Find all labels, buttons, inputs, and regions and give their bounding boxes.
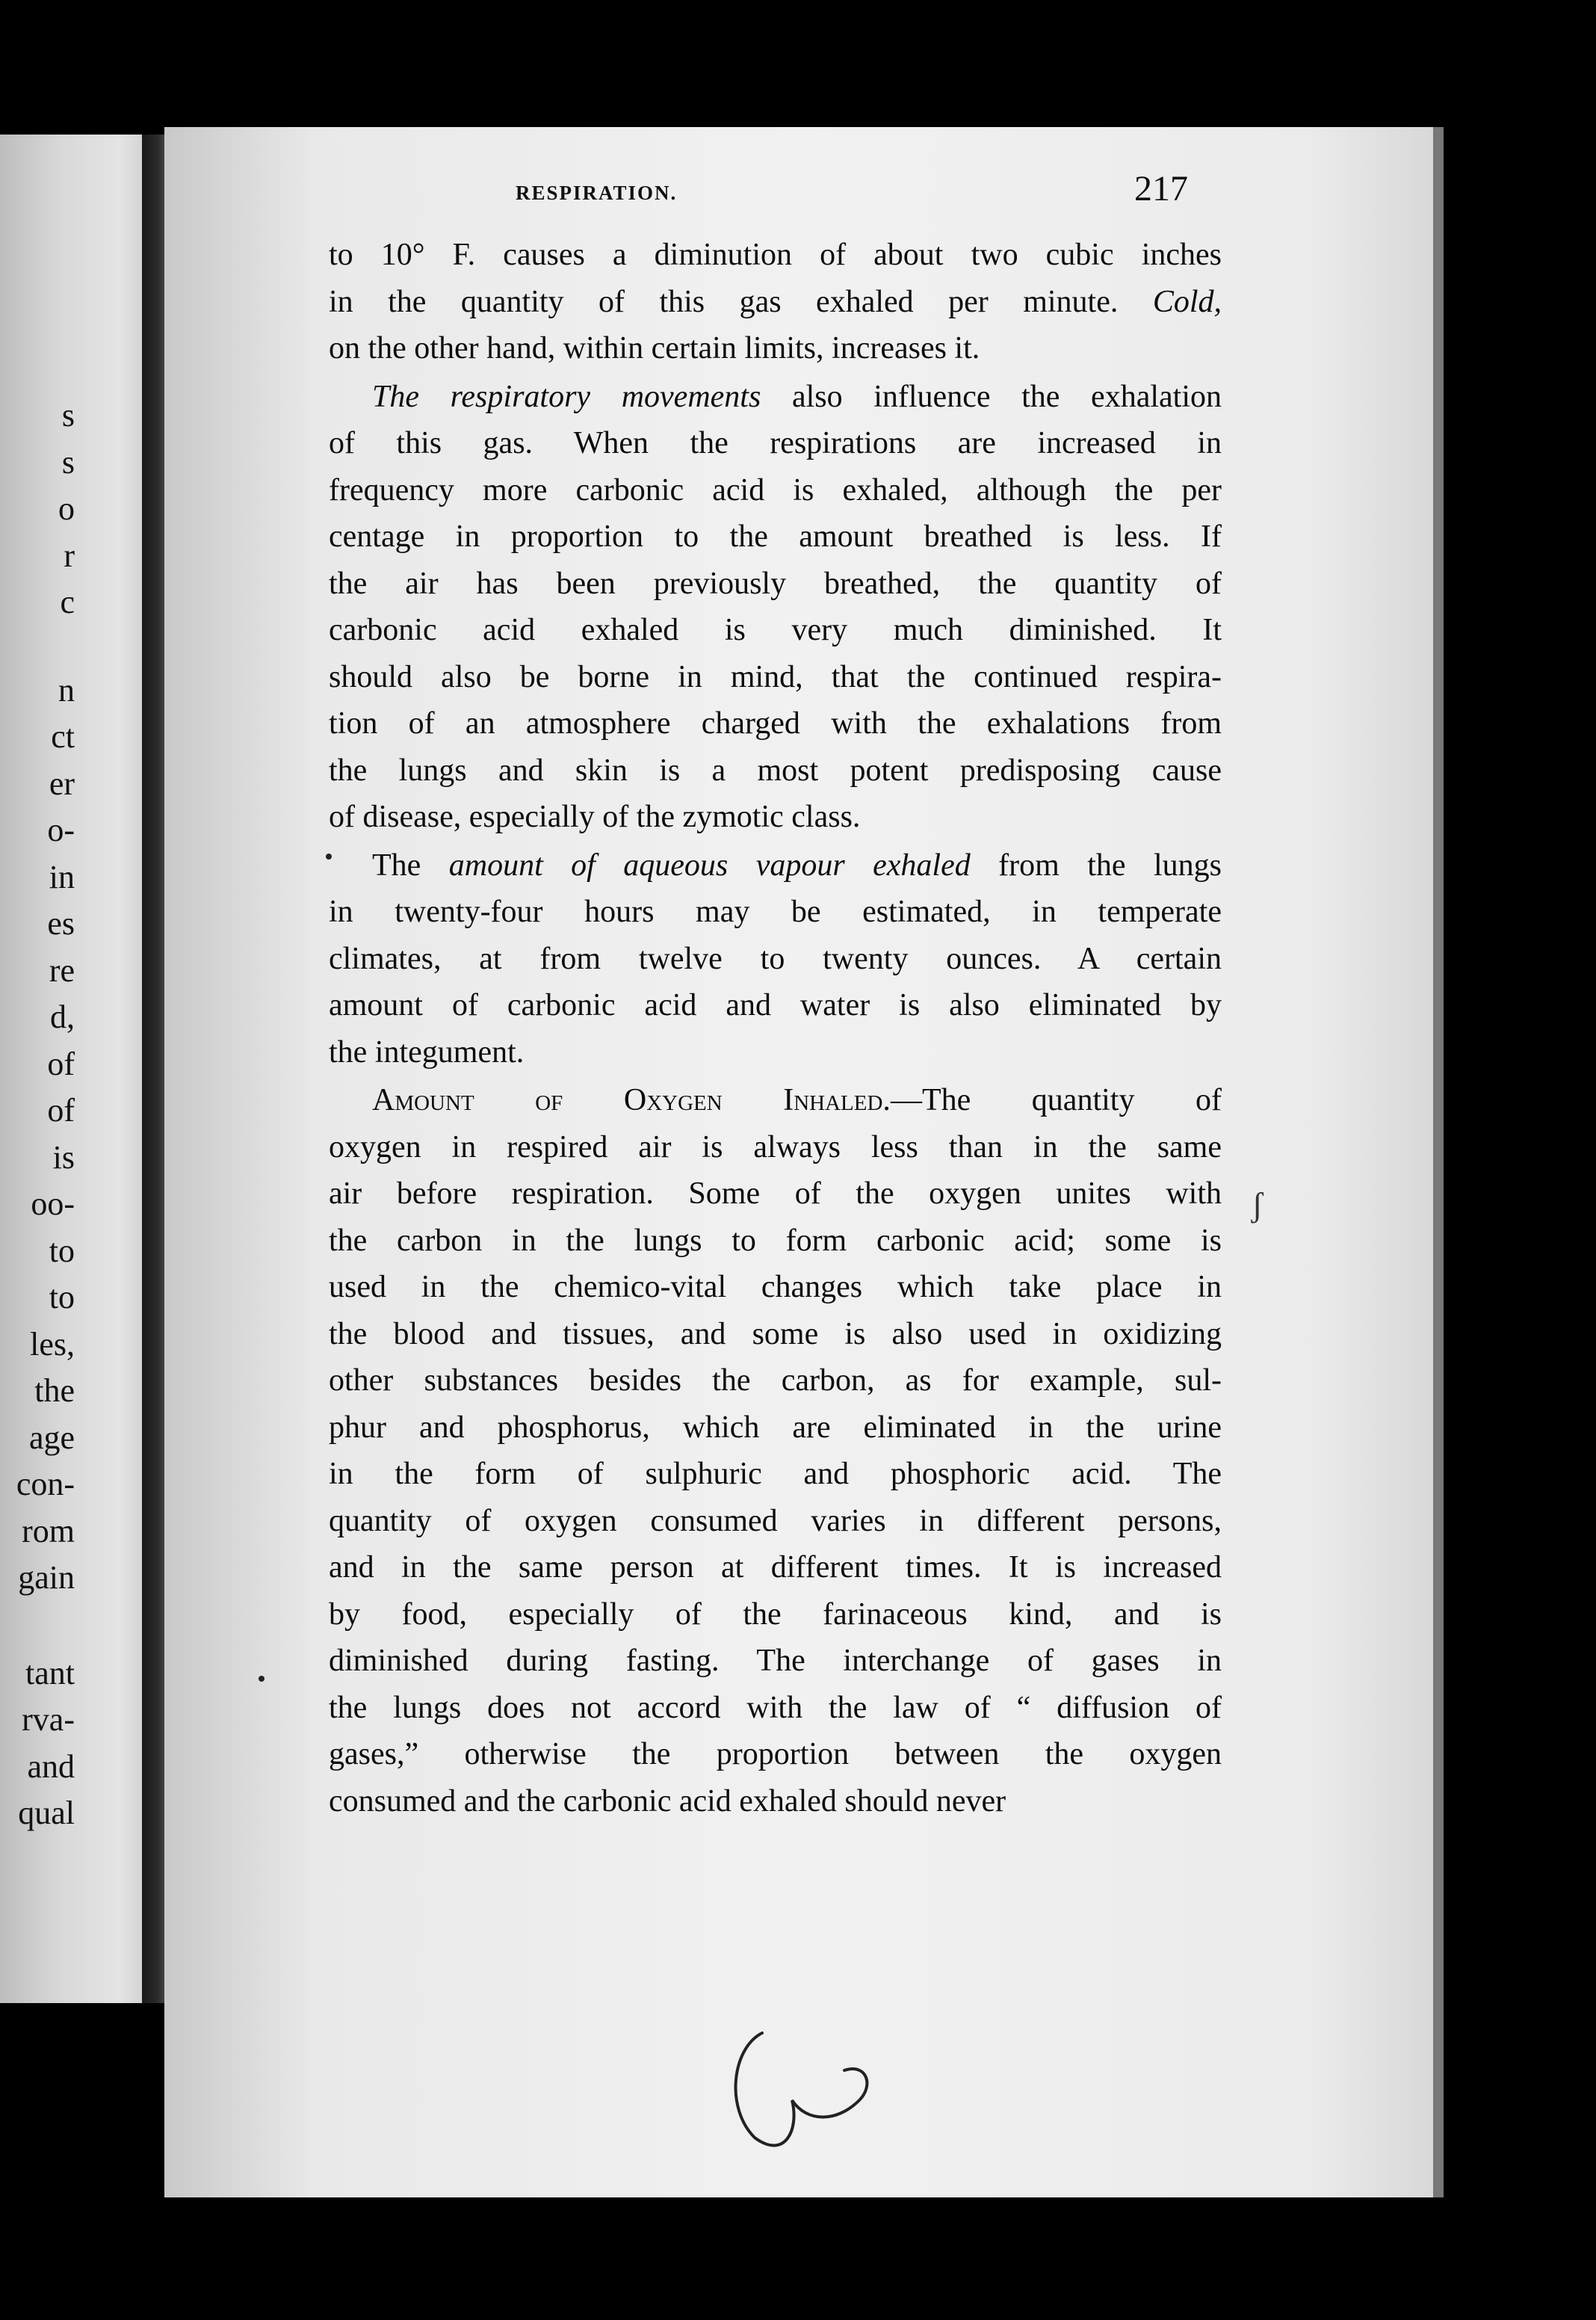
text-line (329, 1170, 1222, 1218)
text-run: air before respiration. Some of the oxygen unites with (329, 1176, 1222, 1211)
stray-dot (259, 1676, 265, 1682)
pencil-doodle (717, 2018, 912, 2168)
left-page-fragment: ct (51, 718, 75, 755)
text-line (329, 842, 1222, 889)
text-run: should also be borne in mind, that the continued respira- (329, 659, 1222, 694)
text-run: of disease, especially of the zymotic class. (329, 800, 861, 834)
text-line (329, 1638, 1222, 1685)
text-run: phur and phosphorus, which are eliminated in the urine (329, 1410, 1222, 1445)
text-run: amount of carbonic acid and water is also eliminated by (329, 988, 1222, 1022)
text-line (329, 561, 1222, 608)
text-run: diminished during fasting. The interchange of gases in (329, 1644, 1222, 1678)
text-run: the lungs does not accord with the law of “ diffusion of (329, 1690, 1222, 1725)
text-run: also influence the exhalation (761, 379, 1222, 414)
running-head (516, 169, 1188, 220)
italic-text: amount of aqueous vapour exhaled (448, 848, 971, 883)
text-line (329, 654, 1222, 701)
text-line (329, 794, 1222, 841)
left-page-fragment: of (47, 1045, 75, 1082)
text-run: The (372, 848, 449, 883)
paragraph (329, 842, 1222, 1076)
left-page-fragment: qual (18, 1795, 75, 1831)
text-run: gases,” otherwise the proportion between the oxygen (329, 1737, 1222, 1771)
left-page-fragment: tant (25, 1654, 75, 1691)
left-page-fragment: age (28, 1419, 75, 1456)
left-page-fragment: o (58, 490, 75, 527)
text-line (329, 1778, 1222, 1825)
text-line (329, 1731, 1222, 1778)
section-heading: Amount of Oxygen Inhaled. (372, 1083, 891, 1117)
text-line (329, 889, 1222, 936)
text-run: in the form of sulphuric and phosphoric acid. The (329, 1457, 1222, 1491)
italic-text: The respiratory movements (372, 379, 761, 414)
left-page-fragment: in (49, 858, 75, 895)
paragraph (329, 374, 1222, 841)
text-run: by food, especially of the farinaceous kind, and is (329, 1596, 1222, 1632)
italic-text: Cold, (1152, 284, 1222, 319)
running-title: RESPIRATION. (516, 182, 678, 204)
text-run: in the quantity of this gas exhaled per minute. (329, 284, 1153, 319)
left-page-fragment: les, (30, 1325, 75, 1363)
text-run: other substances besides the carbon, as for example, sul- (329, 1363, 1222, 1398)
text-line (329, 467, 1222, 514)
left-page-fragment: rom (22, 1512, 75, 1549)
left-page-fragment: to (49, 1232, 75, 1269)
stray-dot (326, 854, 332, 860)
text-run: tion of an atmosphere charged with the exhalations from (329, 706, 1222, 741)
text-line (329, 1451, 1222, 1498)
text-run: in twenty-four hours may be estimated, in temperate (329, 895, 1222, 929)
page-edge-shadow (1433, 127, 1444, 2197)
left-page-fragment: to (49, 1279, 75, 1315)
text-line (329, 607, 1222, 654)
left-page-fragment: oo- (31, 1185, 75, 1222)
text-line (329, 936, 1222, 983)
text-line (329, 1685, 1222, 1732)
text-line (329, 279, 1222, 326)
text-line (329, 374, 1222, 421)
left-page-fragment: er (49, 765, 75, 802)
text-run: used in the chemico-vital changes which take place in (329, 1270, 1222, 1304)
left-page-fragment: s (61, 443, 75, 481)
left-page-fragment: is (52, 1138, 75, 1176)
text-line (329, 1404, 1222, 1451)
text-run: carbonic acid exhaled is very much diminished. It (329, 613, 1222, 647)
text-run: —The quantity of (890, 1083, 1222, 1117)
left-page-fragment: r (64, 537, 75, 574)
paragraph (329, 232, 1222, 372)
text-run: oxygen in respired air is always less than in the same (329, 1129, 1222, 1164)
left-page-fragment: n (58, 671, 75, 709)
text-line (329, 1498, 1222, 1545)
text-line (329, 1591, 1222, 1638)
left-page-fragment: and (27, 1747, 75, 1785)
left-page-fragment: the (34, 1372, 75, 1409)
text-run: the blood and tissues, and some is also used in oxidizing (329, 1316, 1222, 1351)
text-run: quantity of oxygen consumed varies in different persons, (329, 1503, 1222, 1538)
left-page-fragment: s (61, 397, 75, 434)
text-run: on the other hand, within certain limits, increases it. (329, 331, 980, 365)
left-page-fragment: con- (16, 1466, 75, 1502)
text-line (329, 1029, 1222, 1076)
left-page-fragment: re (49, 951, 75, 989)
text-run: centage in proportion to the amount breathed is less. If (329, 519, 1222, 554)
text-run: and in the same person at different times. It is increased (329, 1550, 1222, 1585)
text-run: from the lungs (970, 848, 1222, 883)
left-page-fragment: gain (18, 1559, 75, 1596)
text-run: the air has been previously breathed, the quantity of (329, 566, 1222, 601)
text-line (329, 1077, 1222, 1124)
left-page-fragment: of (47, 1092, 75, 1129)
text-line (329, 1357, 1222, 1404)
margin-pencil-mark: ʃ (1252, 1185, 1264, 1224)
text-line (329, 1124, 1222, 1171)
text-run: the lungs and skin is a most potent predisposing cause (329, 753, 1222, 788)
text-line (329, 1218, 1222, 1265)
text-line (329, 513, 1222, 561)
body-text (329, 232, 1222, 1824)
left-page-fragment: d, (50, 999, 75, 1035)
text-run: of this gas. When the respirations are increased in (329, 426, 1222, 460)
left-page-fragment: rva- (22, 1701, 75, 1738)
text-line (329, 982, 1222, 1029)
paragraph (329, 1077, 1222, 1824)
text-run: the carbon in the lungs to form carbonic acid; some is (329, 1223, 1222, 1258)
text-run: to 10° F. causes a diminution of about two cubic inches (329, 238, 1222, 272)
text-line (329, 1544, 1222, 1591)
text-run: consumed and the carbonic acid exhaled should never (329, 1783, 1006, 1818)
left-page-fragment: o- (47, 812, 75, 848)
text-line (329, 747, 1222, 795)
text-line (329, 420, 1222, 467)
page-number: 217 (1134, 169, 1188, 209)
text-line (329, 232, 1222, 279)
text-run: the integument. (329, 1034, 525, 1070)
text-line (329, 1264, 1222, 1311)
text-line (329, 325, 1222, 372)
left-page-fragment: es (47, 905, 75, 942)
left-page-edge (0, 135, 149, 2003)
text-line (329, 700, 1222, 747)
left-page-fragment: c (60, 584, 75, 620)
text-line (329, 1311, 1222, 1358)
text-run: climates, at from twelve to twenty ounces. A certain (329, 941, 1222, 976)
text-run: frequency more carbonic acid is exhaled, although the per (329, 472, 1222, 508)
